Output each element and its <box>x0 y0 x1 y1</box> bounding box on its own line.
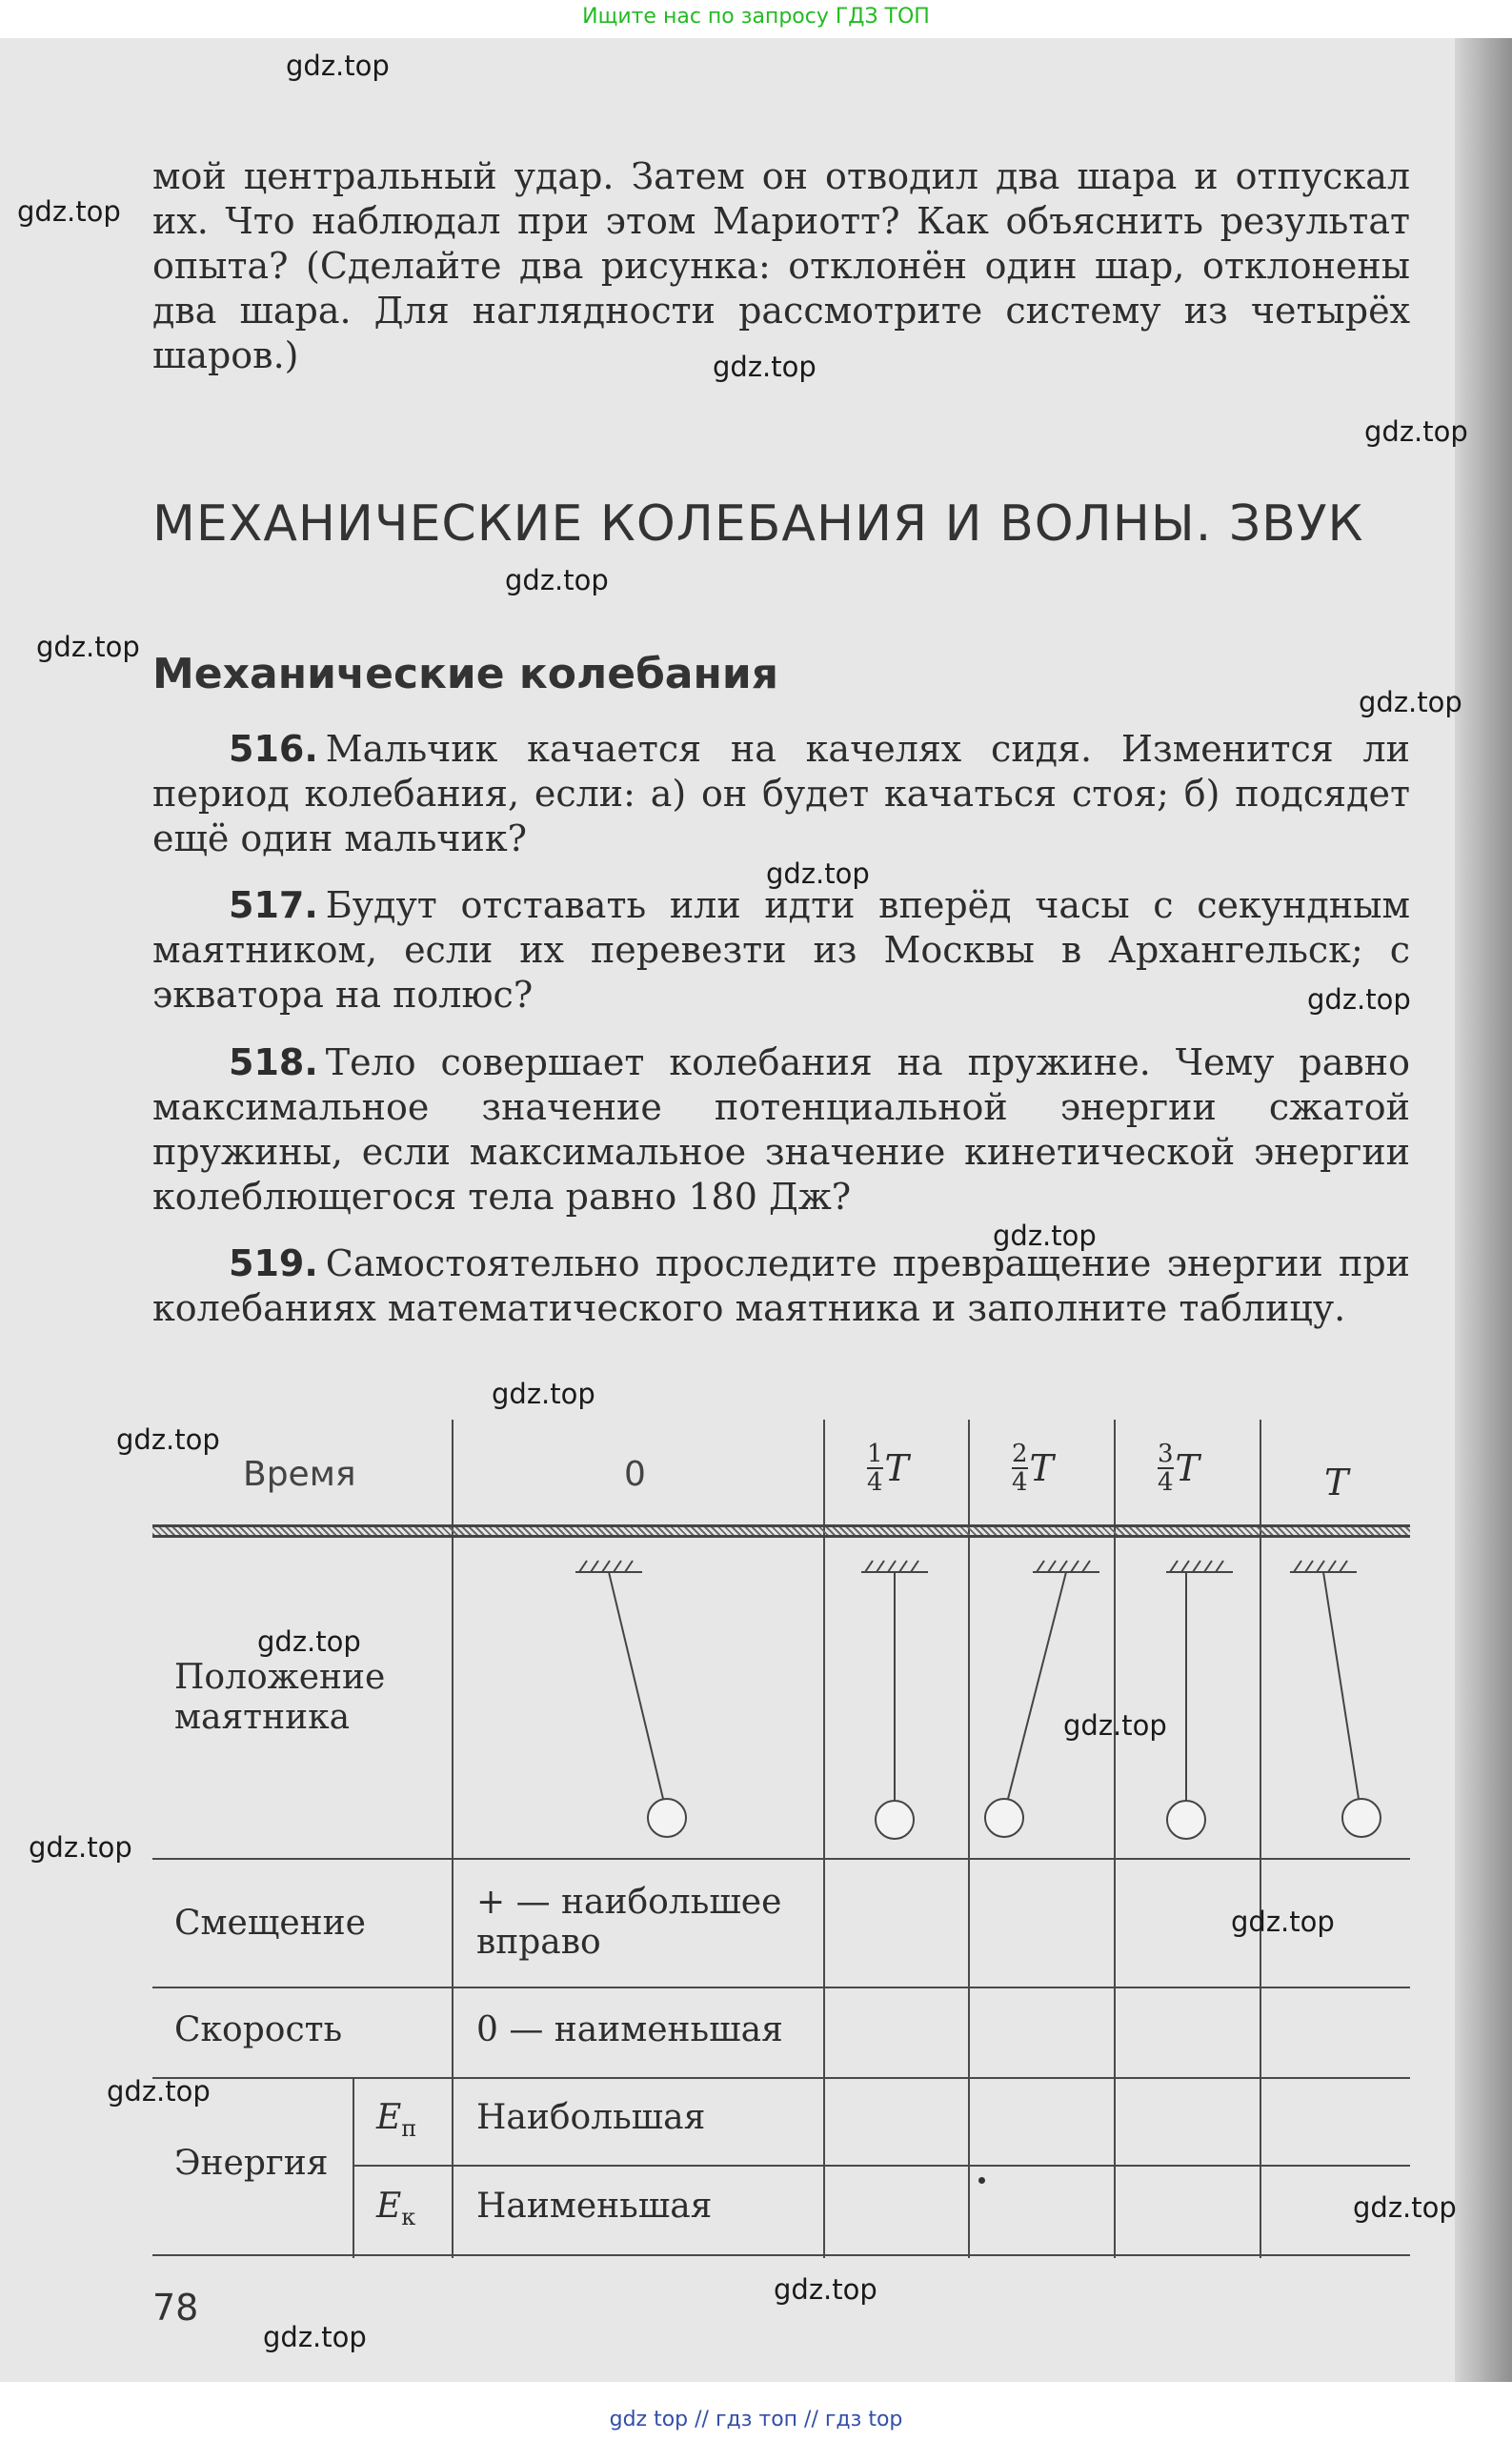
kinetic-energy-symbol: $E_к$ <box>376 2187 416 2231</box>
section-title: МЕХАНИЧЕСКИЕ КОЛЕБАНИЯ И ВОЛНЫ. ЗВУК <box>152 495 1364 553</box>
velocity-value: 0 — наименьшая <box>476 2010 783 2049</box>
watermark: gdz.top <box>1353 2191 1457 2224</box>
problem-number: 517. <box>229 884 318 926</box>
watermark: gdz.top <box>36 631 140 663</box>
page-number: 78 <box>152 2287 199 2329</box>
time-half: $\frac{2}{4}$ T <box>1012 1440 1054 1497</box>
problem-number: 516. <box>229 728 318 770</box>
watermark: gdz.top <box>766 857 870 890</box>
watermark: gdz.top <box>107 2075 211 2108</box>
energy-label: Энергия <box>174 2144 329 2183</box>
problem-text: Тело совершает колебания на пружине. Чему равно максимальное значение потенциальной энергии сжатой пружины, если максимальное значение кинетической энергии колеблющегося тела равно 180 Дж? <box>152 1041 1410 1218</box>
time-full: T <box>1324 1462 1349 1503</box>
fraction: $\frac{1}{4}$ <box>867 1440 883 1497</box>
table-row-line <box>152 1858 1410 1860</box>
problem-number: 519. <box>229 1242 318 1284</box>
pendulum-icon <box>861 1561 928 1839</box>
problem-519 <box>152 1241 1410 1331</box>
pendulum-icon <box>985 1561 1099 1837</box>
table-col-line <box>353 2079 354 2258</box>
table-row-line <box>152 1987 1410 1988</box>
time-three-quarters: $\frac{3}{4}$ T <box>1158 1440 1200 1497</box>
pendulum-diagrams <box>452 1532 1414 1858</box>
position-label-line1: Положение <box>174 1658 386 1697</box>
pendulum-icon <box>575 1561 686 1837</box>
watermark: gdz.top <box>17 195 121 228</box>
problem-517 <box>152 883 1410 1018</box>
displacement-label: Смещение <box>174 1904 366 1943</box>
potential-energy-symbol: $E_п$ <box>376 2098 417 2143</box>
position-label-line2: маятника <box>174 1698 351 1737</box>
pendulum-icon <box>1166 1561 1233 1839</box>
problem-text: Будут отставать или идти вперёд часы с секундным маятником, если их перевезти из Москвы в Архангельск; с экватора на полюс? <box>152 884 1410 1016</box>
watermark: gdz.top <box>1364 415 1468 448</box>
displacement-value-line1: + — наибольшее <box>476 1883 782 1922</box>
problem-text: Мальчик качается на качелях сидя. Изменится ли период колебания, если: а) он будет качаться стоя; б) подсядет ещё один мальчик? <box>152 728 1410 859</box>
watermark: gdz.top <box>1359 686 1462 718</box>
time-zero: 0 <box>624 1455 646 1494</box>
potential-energy-value: Наибольшая <box>476 2098 706 2137</box>
watermark: gdz.top <box>286 50 390 82</box>
velocity-label: Скорость <box>174 2010 343 2049</box>
intro-paragraph <box>152 154 1410 378</box>
pendulum-icon <box>1290 1561 1381 1837</box>
problem-516 <box>152 727 1410 861</box>
watermark: gdz.top <box>1231 1906 1335 1938</box>
kinetic-energy-value: Наименьшая <box>476 2187 713 2226</box>
top-banner[interactable]: Ищите нас по запросу ГДЗ ТОП <box>582 5 930 29</box>
watermark: gdz.top <box>1307 983 1411 1016</box>
displacement-value-line2: вправо <box>476 1923 601 1962</box>
problem-number: 518. <box>229 1041 318 1083</box>
intro-text: мой центральный удар. Затем он отводил два шара и отпускал их. Что наблюдал при этом Мариотт? Как объяснить результат опыта? (Сделайте два рисунка: отклонён один шар, отклонены два шара. Для наглядности рассмотрите систему из четырёх шаров.) <box>152 155 1410 376</box>
problem-text: Самостоятельно проследите превращение энергии при колебаниях математического маятника и заполните таблицу. <box>152 1242 1410 1329</box>
fraction: $\frac{3}{4}$ <box>1158 1440 1174 1497</box>
page-edge-shadow <box>1455 38 1512 2382</box>
watermark: gdz.top <box>116 1423 220 1456</box>
watermark: gdz.top <box>713 351 816 383</box>
watermark: gdz.top <box>505 564 609 596</box>
subsection-title: Механические колебания <box>152 650 778 698</box>
bottom-banner[interactable]: gdz top // гдз топ // гдз top <box>609 2408 903 2431</box>
problem-518 <box>152 1040 1410 1220</box>
watermark: gdz.top <box>492 1378 595 1410</box>
watermark: gdz.top <box>1063 1709 1167 1742</box>
time-quarter: $\frac{1}{4}$ T <box>867 1440 909 1497</box>
watermark: gdz.top <box>263 2321 367 2353</box>
fraction: $\frac{2}{4}$ <box>1012 1440 1028 1497</box>
watermark: gdz.top <box>993 1220 1097 1252</box>
watermark: gdz.top <box>257 1625 361 1658</box>
table-row-line <box>152 2077 1410 2079</box>
time-header: Время <box>243 1455 356 1494</box>
table-row-line <box>353 2165 1410 2167</box>
table-row-line <box>152 2254 1410 2256</box>
watermark: gdz.top <box>29 1831 132 1864</box>
watermark: gdz.top <box>774 2273 877 2306</box>
ink-dot <box>978 2177 985 2184</box>
